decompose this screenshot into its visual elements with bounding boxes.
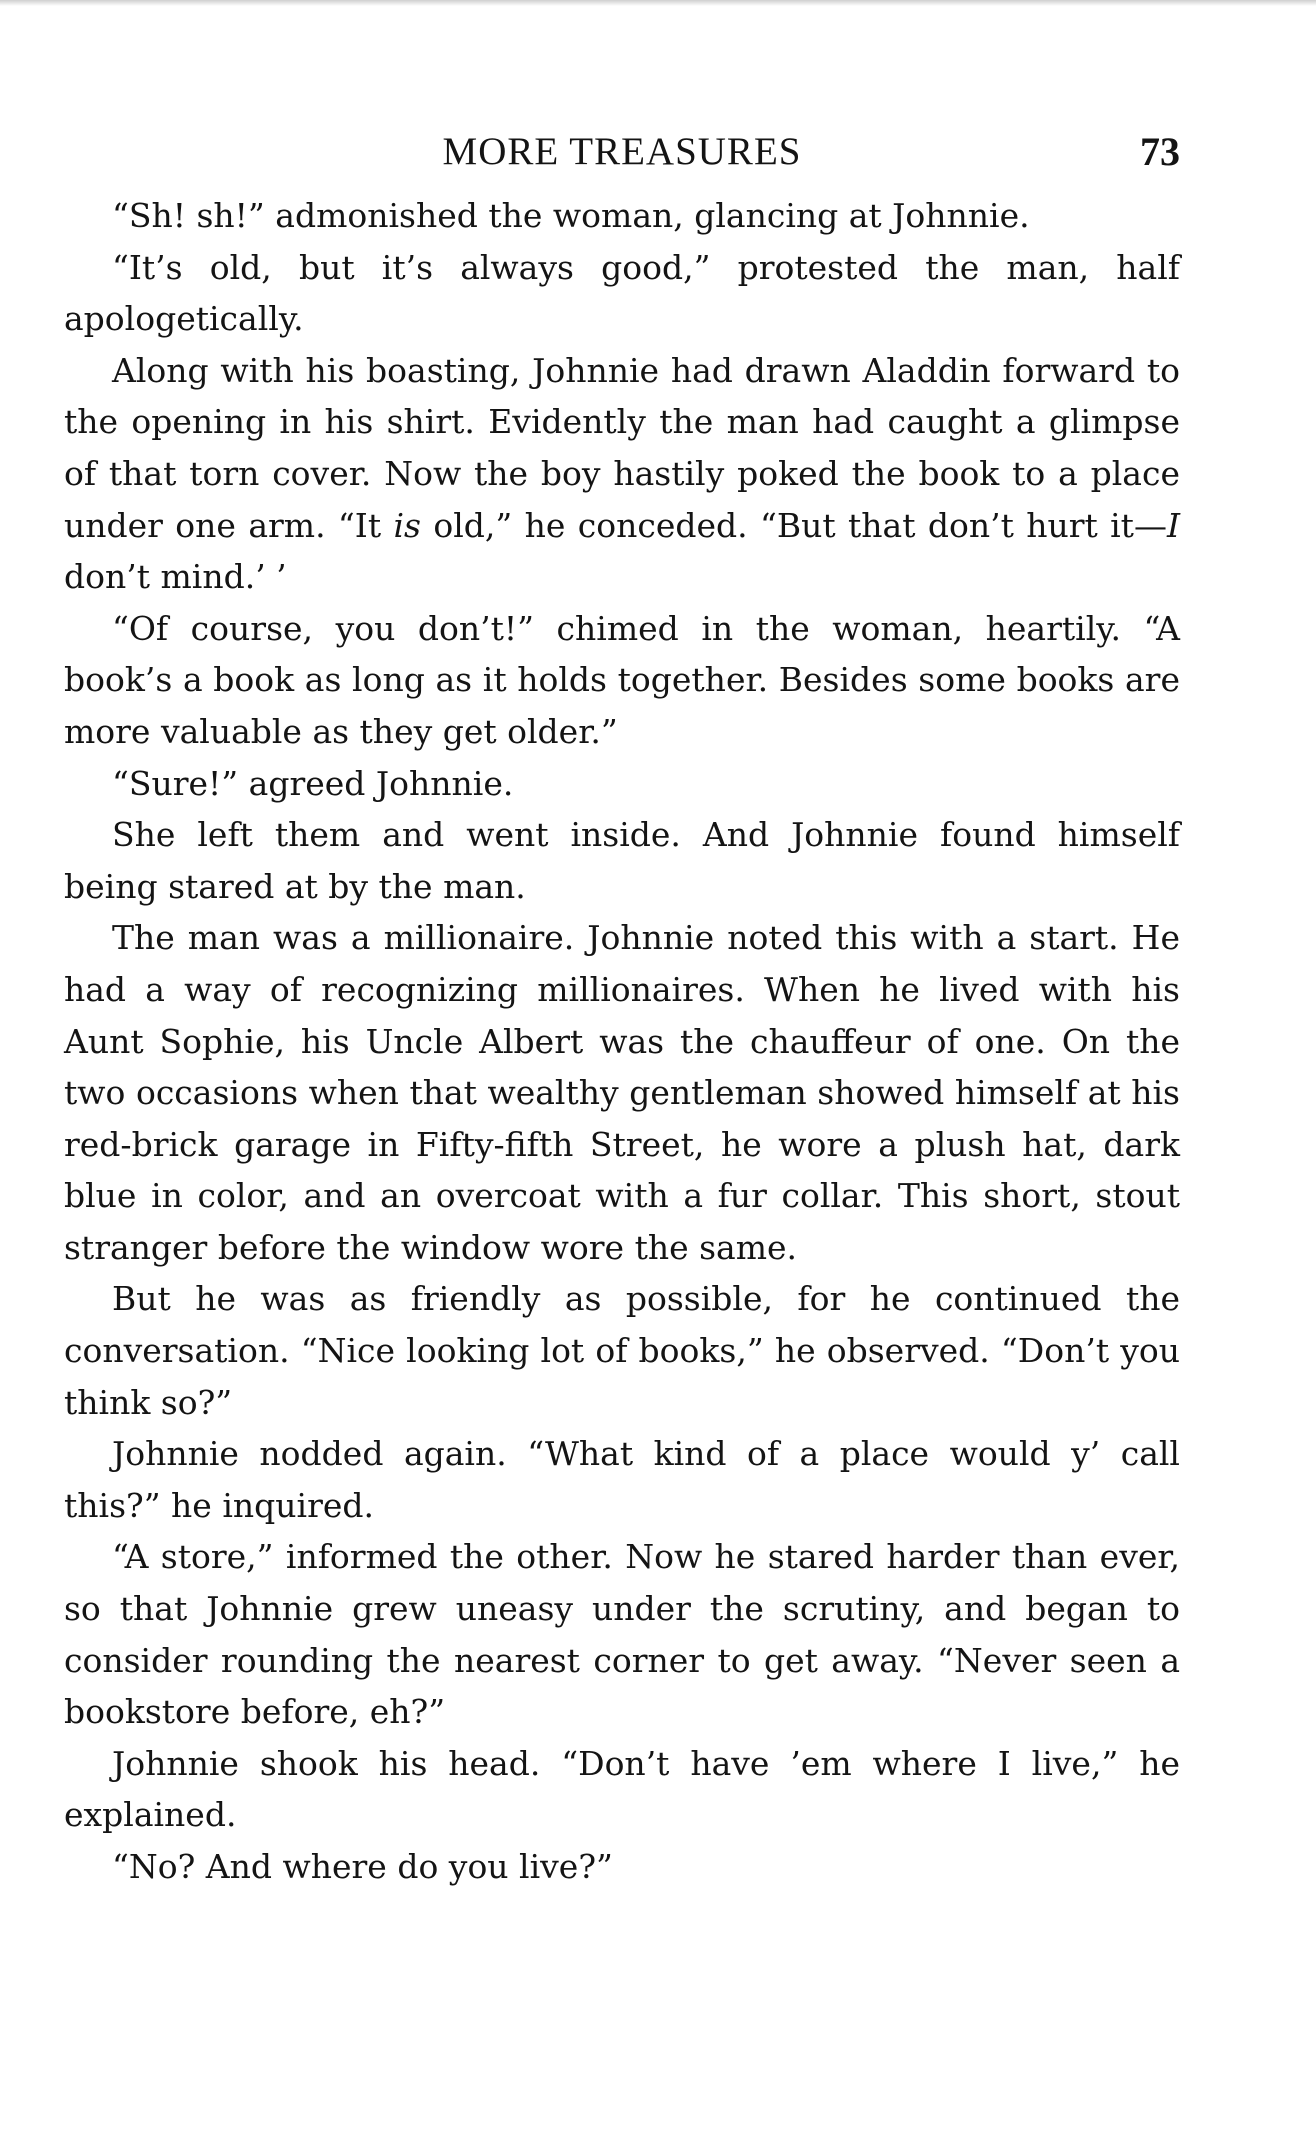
paragraph-4: “Of course, you don’t!” chimed in the woman, heartily. “A book’s a book as long as it holds together. Besides some books are more valuable as they get older.” bbox=[64, 608, 1180, 751]
book-page bbox=[64, 118, 1180, 1893]
paragraph-12: “No? And where do you live?” bbox=[112, 1847, 613, 1886]
paragraph-9: Johnnie nodded again. “What kind of a place would y’ call this?” he inquired. bbox=[64, 1434, 1180, 1525]
paragraph-6: She left them and went inside. And Johnnie found himself being stared at by the man. bbox=[64, 815, 1180, 906]
paragraph-3-part-2: old,” he conceded. “But that don’t hurt it— bbox=[420, 505, 1167, 545]
paragraph-8: But he was as friendly as possible, for he continued the conversation. “Nice looking lot of books,” he observed. “Don’t you think so?” bbox=[64, 1279, 1180, 1422]
paragraph-3-emphasis-is: is bbox=[393, 505, 421, 545]
paragraph-1: “Sh! sh!” admonished the woman, glancing at Johnnie. bbox=[112, 196, 1030, 235]
page-number: 73 bbox=[1140, 129, 1180, 174]
chapter-title: MORE TREASURES bbox=[442, 130, 802, 173]
paragraph-3 bbox=[64, 345, 1180, 603]
paragraph-3-part-1: Along with his boasting, Johnnie had drawn Aladdin forward to the opening in his shirt. Evidently the man had caught a glimpse of that torn cover. Now the boy hastily poked the book to a place under one arm. “It bbox=[64, 350, 1180, 545]
scan-edge bbox=[0, 0, 1316, 6]
paragraph-10: “A store,” informed the other. Now he stared harder than ever, so that Johnnie grew uneasy under the scrutiny, and began to consider rounding the nearest corner to get away. “Never seen a bookstore before, eh?” bbox=[64, 1537, 1180, 1732]
paragraph-3-part-3: don’t mind.’ ’ bbox=[64, 557, 287, 597]
paragraph-7: The man was a millionaire. Johnnie noted this with a start. He had a way of recognizing millionaires. When he lived with his Aunt Sophie, his Uncle Albert was the chauffeur of one. On the two occasions when that wealthy gentleman showed himself at his red-brick garage in Fifty-fifth Street, he wore a plush hat, dark blue in color, and an overcoat with a fur collar. This short, stout stranger before the window wore the same. bbox=[64, 918, 1180, 1267]
paragraph-11: Johnnie shook his head. “Don’t have ’em where I live,” he explained. bbox=[64, 1743, 1180, 1835]
paragraph-2: “It’s old, but it’s always good,” protested the man, half apologetically. bbox=[64, 247, 1180, 339]
body-text bbox=[64, 190, 1180, 1893]
paragraph-3-emphasis-i: I bbox=[1166, 505, 1180, 545]
paragraph-5: “Sure!” agreed Johnnie. bbox=[112, 763, 514, 803]
running-head bbox=[64, 118, 1180, 190]
